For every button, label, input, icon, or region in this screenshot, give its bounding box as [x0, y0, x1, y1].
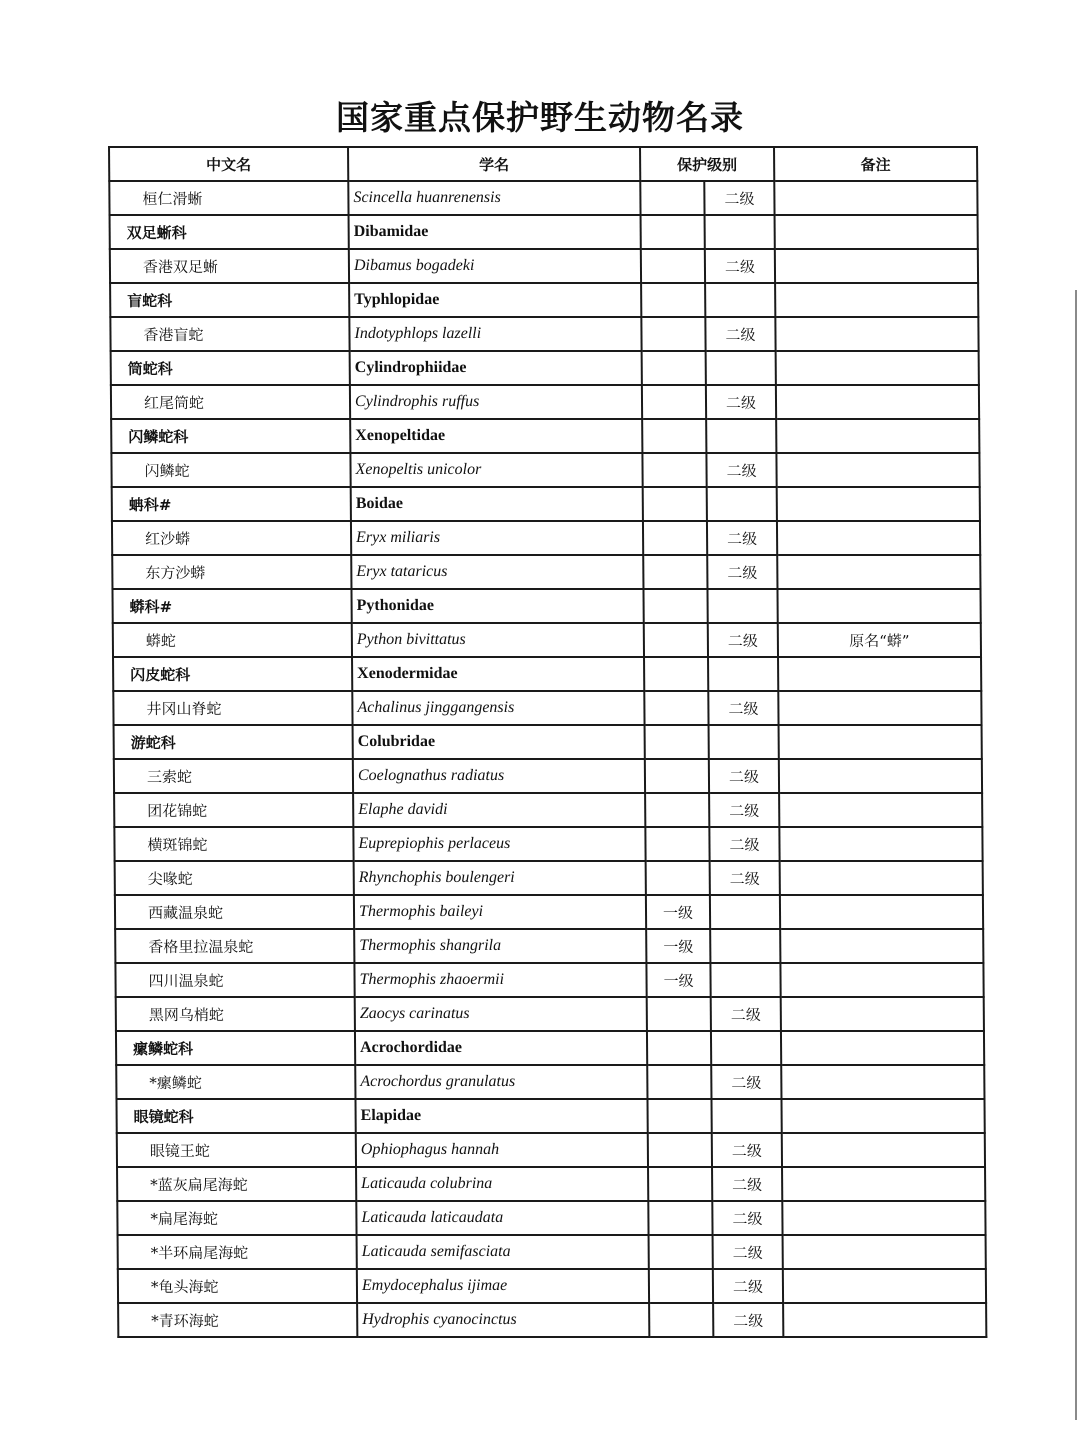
level-one-cell: [644, 691, 708, 725]
note-cell: [780, 861, 983, 895]
note-cell: [775, 283, 978, 317]
level-one-cell: [645, 793, 709, 827]
level-two-cell: 二级: [705, 249, 775, 283]
table-body: [109, 181, 986, 1337]
scientific-name-cell: Elaphe davidi: [353, 793, 645, 827]
species-row: [118, 1303, 986, 1337]
family-row: [112, 589, 980, 623]
species-row: [117, 1167, 985, 1201]
chinese-name-cell: 游蛇科: [114, 725, 353, 759]
note-cell: [779, 827, 982, 861]
level-one-cell: [642, 385, 706, 419]
level-two-cell: 二级: [713, 1303, 783, 1337]
level-one-cell: [641, 283, 705, 317]
scientific-name-cell: Cylindrophiidae: [350, 351, 642, 385]
level-one-cell: [642, 453, 706, 487]
family-row: [113, 657, 981, 691]
level-one-cell: [643, 521, 707, 555]
family-row: [111, 351, 979, 385]
level-one-cell: [648, 1133, 712, 1167]
species-row: [113, 691, 981, 725]
level-one-cell: [642, 351, 706, 385]
level-two-cell: 二级: [711, 997, 781, 1031]
note-cell: [776, 351, 979, 385]
note-cell: [776, 453, 979, 487]
level-one-cell: [647, 1099, 711, 1133]
level-two-cell: 二级: [712, 1133, 782, 1167]
species-row: [111, 385, 979, 419]
species-row: [111, 453, 979, 487]
chinese-name-cell: 眼镜蛇科: [116, 1099, 355, 1133]
level-one-cell: [641, 215, 705, 249]
chinese-name-cell: 双足蜥科: [110, 215, 349, 249]
level-one-cell: [649, 1235, 713, 1269]
family-row: [116, 1031, 984, 1065]
level-one-cell: [648, 1201, 712, 1235]
level-two-cell: 二级: [710, 861, 780, 895]
note-cell: [776, 385, 979, 419]
level-one-cell: [645, 725, 709, 759]
note-cell: [783, 1235, 986, 1269]
level-two-cell: 二级: [711, 1065, 781, 1099]
level-one-cell: [640, 181, 704, 215]
level-two-cell: [705, 215, 775, 249]
level-one-cell: [648, 1167, 712, 1201]
scientific-name-cell: Laticauda semifasciata: [357, 1235, 649, 1269]
level-one-cell: [642, 419, 706, 453]
level-one-cell: 一级: [646, 963, 710, 997]
level-two-cell: [711, 1031, 781, 1065]
chinese-name-cell: 黑网乌梢蛇: [116, 997, 355, 1031]
species-row: [116, 997, 984, 1031]
scientific-name-cell: Euprepiophis perlaceus: [353, 827, 645, 861]
level-two-cell: 二级: [713, 1269, 783, 1303]
family-row: [110, 215, 978, 249]
note-cell: [783, 1269, 986, 1303]
note-cell: [782, 1167, 985, 1201]
chinese-name-cell: 筒蛇科: [111, 351, 350, 385]
note-cell: [778, 691, 981, 725]
level-one-cell: [643, 589, 707, 623]
level-two-cell: 二级: [709, 793, 779, 827]
note-cell: [780, 895, 983, 929]
level-two-cell: 二级: [704, 181, 774, 215]
note-cell: [781, 1065, 984, 1099]
level-two-cell: 二级: [709, 827, 779, 861]
species-row: [112, 521, 980, 555]
level-two-cell: [706, 419, 776, 453]
level-one-cell: [645, 759, 709, 793]
scientific-name-cell: Scincella huanrenensis: [348, 181, 640, 215]
chinese-name-cell: *蓝灰扁尾海蛇: [117, 1167, 356, 1201]
species-row: [118, 1269, 986, 1303]
chinese-name-cell: 闪鳞蛇: [111, 453, 350, 487]
chinese-name-cell: *扁尾海蛇: [117, 1201, 356, 1235]
level-two-cell: [709, 725, 779, 759]
level-two-cell: 二级: [712, 1201, 782, 1235]
scientific-name-cell: Boidae: [351, 487, 643, 521]
note-cell: [777, 521, 980, 555]
scientific-name-cell: Xenopeltidae: [350, 419, 642, 453]
family-row: [112, 487, 980, 521]
chinese-name-cell: 蚺科#: [112, 487, 351, 521]
chinese-name-cell: 瘰鳞蛇科: [116, 1031, 355, 1065]
level-two-cell: [711, 1099, 781, 1133]
header-scientific-name: 学名: [348, 147, 640, 181]
note-cell: 原名“蟒”: [778, 623, 981, 657]
note-cell: [780, 963, 983, 997]
species-row: [115, 861, 983, 895]
species-row: [113, 623, 981, 657]
chinese-name-cell: *青环海蛇: [118, 1303, 357, 1337]
scientific-name-cell: Laticauda colubrina: [356, 1167, 648, 1201]
note-cell: [775, 215, 978, 249]
note-cell: [781, 1099, 984, 1133]
scientific-name-cell: Dibamidae: [349, 215, 641, 249]
level-one-cell: [644, 623, 708, 657]
species-row: [114, 759, 982, 793]
note-cell: [780, 929, 983, 963]
species-row: [117, 1133, 985, 1167]
chinese-name-cell: 闪皮蛇科: [113, 657, 352, 691]
level-one-cell: [647, 1031, 711, 1065]
level-one-cell: [643, 487, 707, 521]
scientific-name-cell: Dibamus bogadeki: [349, 249, 641, 283]
scientific-name-cell: Typhlopidae: [349, 283, 641, 317]
level-two-cell: [710, 895, 780, 929]
header-chinese-name: 中文名: [109, 147, 348, 181]
scientific-name-cell: Indotyphlops lazelli: [349, 317, 641, 351]
chinese-name-cell: 横斑锦蛇: [114, 827, 353, 861]
level-two-cell: 二级: [708, 623, 778, 657]
chinese-name-cell: 闪鳞蛇科: [111, 419, 350, 453]
note-cell: [776, 419, 979, 453]
scientific-name-cell: Coelognathus radiatus: [353, 759, 645, 793]
chinese-name-cell: 眼镜王蛇: [117, 1133, 356, 1167]
scientific-name-cell: Elapidae: [355, 1099, 647, 1133]
scientific-name-cell: Rhynchophis boulengeri: [354, 861, 646, 895]
scientific-name-cell: Eryx miliaris: [351, 521, 643, 555]
chinese-name-cell: 西藏温泉蛇: [115, 895, 354, 929]
family-row: [114, 725, 982, 759]
table-header-row: [109, 147, 977, 181]
species-row: [109, 181, 977, 215]
chinese-name-cell: 四川温泉蛇: [115, 963, 354, 997]
scan-edge-line: [1075, 290, 1077, 1420]
level-one-cell: [649, 1303, 713, 1337]
scientific-name-cell: Colubridae: [353, 725, 645, 759]
chinese-name-cell: 三索蛇: [114, 759, 353, 793]
level-one-cell: [647, 1065, 711, 1099]
scientific-name-cell: Ophiophagus hannah: [356, 1133, 648, 1167]
level-two-cell: [706, 351, 776, 385]
chinese-name-cell: 团花锦蛇: [114, 793, 353, 827]
note-cell: [781, 1031, 984, 1065]
level-two-cell: 二级: [707, 555, 777, 589]
species-row: [112, 555, 980, 589]
species-row: [117, 1201, 985, 1235]
chinese-name-cell: *半环扁尾海蛇: [118, 1235, 357, 1269]
chinese-name-cell: 红尾筒蛇: [111, 385, 350, 419]
level-one-cell: 一级: [646, 929, 710, 963]
level-two-cell: 二级: [707, 521, 777, 555]
scientific-name-cell: Pythonidae: [351, 589, 643, 623]
species-row: [118, 1235, 986, 1269]
species-row: [114, 827, 982, 861]
species-row: [115, 963, 983, 997]
chinese-name-cell: 香港盲蛇: [110, 317, 349, 351]
scientific-name-cell: Hydrophis cyanocinctus: [357, 1303, 649, 1337]
note-cell: [777, 555, 980, 589]
note-cell: [777, 589, 980, 623]
scientific-name-cell: Achalinus jinggangensis: [352, 691, 644, 725]
level-two-cell: 二级: [712, 1167, 782, 1201]
scientific-name-cell: Xenodermidae: [352, 657, 644, 691]
note-cell: [781, 997, 984, 1031]
scientific-name-cell: Thermophis baileyi: [354, 895, 646, 929]
chinese-name-cell: 东方沙蟒: [112, 555, 351, 589]
species-row: [114, 793, 982, 827]
chinese-name-cell: 井冈山脊蛇: [113, 691, 352, 725]
chinese-name-cell: *瘰鳞蛇: [116, 1065, 355, 1099]
level-one-cell: [641, 249, 705, 283]
scientific-name-cell: Zaocys carinatus: [355, 997, 647, 1031]
scientific-name-cell: Acrochordus granulatus: [355, 1065, 647, 1099]
level-two-cell: 二级: [709, 759, 779, 793]
family-row: [116, 1099, 984, 1133]
note-cell: [783, 1303, 986, 1337]
note-cell: [775, 249, 978, 283]
chinese-name-cell: 蟒蛇: [113, 623, 352, 657]
chinese-name-cell: 尖喙蛇: [115, 861, 354, 895]
scientific-name-cell: Xenopeltis unicolor: [350, 453, 642, 487]
level-one-cell: [645, 827, 709, 861]
chinese-name-cell: 桓仁滑蜥: [109, 181, 348, 215]
note-cell: [779, 793, 982, 827]
level-two-cell: [707, 589, 777, 623]
level-one-cell: [649, 1269, 713, 1303]
chinese-name-cell: 盲蛇科: [110, 283, 349, 317]
protected-species-table: [108, 146, 987, 1338]
scientific-name-cell: Thermophis zhaoermii: [354, 963, 646, 997]
level-one-cell: 一级: [646, 895, 710, 929]
note-cell: [779, 725, 982, 759]
note-cell: [775, 317, 978, 351]
scientific-name-cell: Python bivittatus: [352, 623, 644, 657]
level-two-cell: [710, 929, 780, 963]
note-cell: [779, 759, 982, 793]
chinese-name-cell: 香港双足蜥: [110, 249, 349, 283]
species-row: [115, 895, 983, 929]
scientific-name-cell: Emydocephalus ijimae: [357, 1269, 649, 1303]
species-row: [115, 929, 983, 963]
level-one-cell: [647, 997, 711, 1031]
level-two-cell: 二级: [708, 691, 778, 725]
level-two-cell: [705, 283, 775, 317]
level-one-cell: [644, 657, 708, 691]
page-title: 国家重点保护野生动物名录: [336, 98, 744, 137]
scientific-name-cell: Thermophis shangrila: [354, 929, 646, 963]
chinese-name-cell: 蟒科#: [112, 589, 351, 623]
family-row: [110, 283, 978, 317]
scientific-name-cell: Acrochordidae: [355, 1031, 647, 1065]
level-one-cell: [646, 861, 710, 895]
family-row: [111, 419, 979, 453]
note-cell: [778, 657, 981, 691]
scientific-name-cell: Eryx tataricus: [351, 555, 643, 589]
note-cell: [774, 181, 977, 215]
chinese-name-cell: 香格里拉温泉蛇: [115, 929, 354, 963]
species-row: [116, 1065, 984, 1099]
scientific-name-cell: Laticauda laticaudata: [356, 1201, 648, 1235]
level-two-cell: 二级: [705, 317, 775, 351]
header-note: 备注: [774, 147, 977, 181]
level-one-cell: [643, 555, 707, 589]
level-two-cell: 二级: [713, 1235, 783, 1269]
header-protection-level: 保护级别: [640, 147, 774, 181]
chinese-name-cell: 红沙蟒: [112, 521, 351, 555]
note-cell: [782, 1201, 985, 1235]
level-two-cell: 二级: [706, 453, 776, 487]
note-cell: [777, 487, 980, 521]
level-two-cell: [708, 657, 778, 691]
note-cell: [782, 1133, 985, 1167]
level-one-cell: [641, 317, 705, 351]
level-two-cell: [707, 487, 777, 521]
level-two-cell: [710, 963, 780, 997]
species-row: [110, 249, 978, 283]
species-row: [110, 317, 978, 351]
chinese-name-cell: *龟头海蛇: [118, 1269, 357, 1303]
scientific-name-cell: Cylindrophis ruffus: [350, 385, 642, 419]
level-two-cell: 二级: [706, 385, 776, 419]
